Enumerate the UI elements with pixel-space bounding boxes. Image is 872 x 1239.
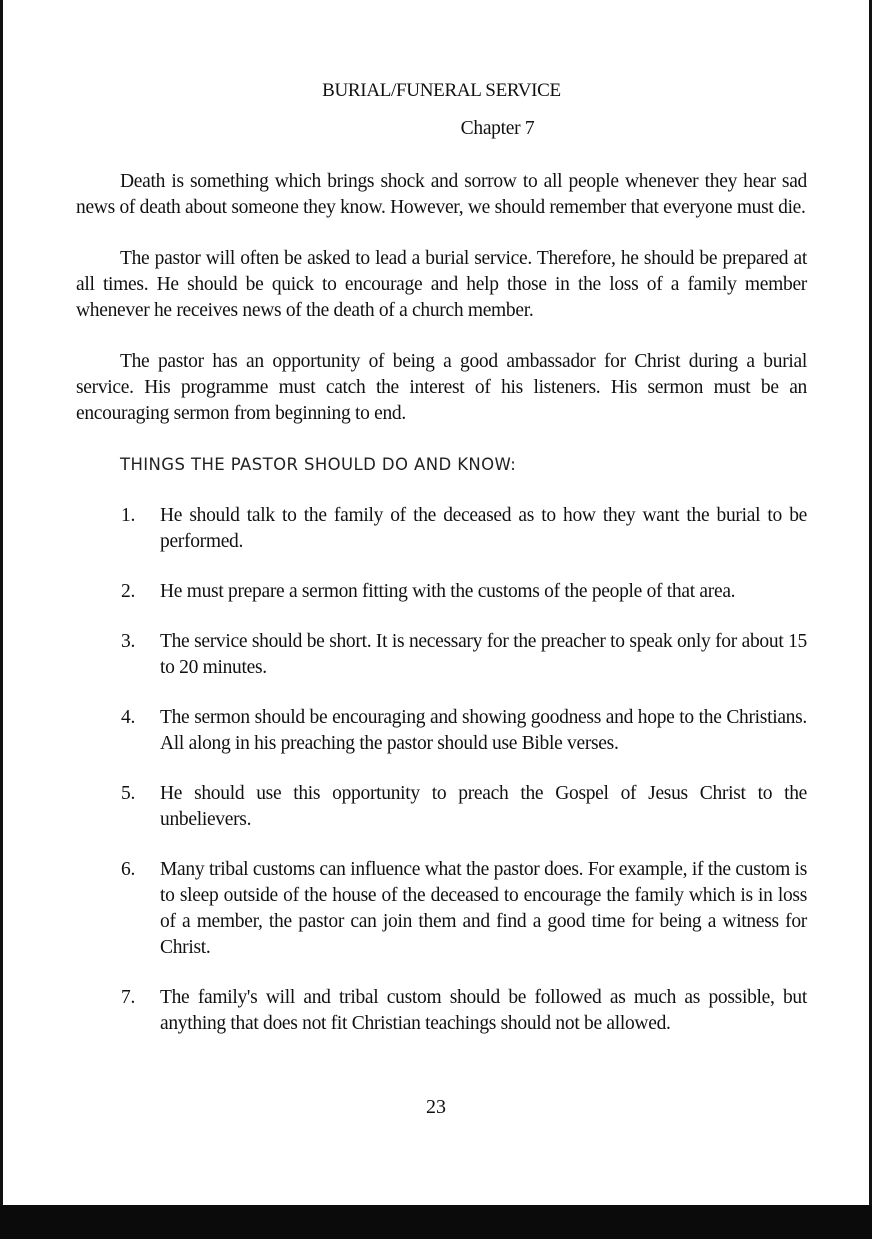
list-item-number: 1.: [121, 505, 136, 526]
list-item-number: 3.: [121, 631, 136, 652]
list-item-text: The sermon should be encouraging and showing goodness and hope to the Christians. All along in his preaching the pastor should use Bible verses.: [160, 707, 807, 754]
list-item: [76, 705, 807, 757]
scan-bottom-band: [0, 1205, 872, 1239]
list-item-text: He should use this opportunity to preach the Gospel of Jesus Christ to the unbelievers.: [160, 783, 807, 830]
document-page: [76, 78, 807, 1037]
paragraph-pastor-role: The pastor will often be asked to lead a burial service. Therefore, he should be prepared at all times. He should be quick to encourage and help those in the loss of a family member whenever he receives news of the death of a church member.: [76, 248, 807, 321]
list-item-number: 7.: [121, 987, 136, 1008]
guidelines-list: [76, 503, 807, 1037]
list-item: [76, 503, 807, 555]
paragraph-ambassador: The pastor has an opportunity of being a good ambassador for Christ during a burial service. His programme must catch the interest of his listeners. His sermon must be an encouraging sermon from beginning to end.: [76, 351, 807, 424]
list-item-text: He must prepare a sermon fitting with the customs of the people of that area.: [160, 581, 736, 602]
list-item-text: The family's will and tribal custom should be followed as much as possible, but anything that does not fit Christian teachings should not be allowed.: [160, 987, 807, 1034]
list-item-text: The service should be short. It is necessary for the preacher to speak only for about 15 to 20 minutes.: [160, 631, 807, 678]
paragraph-intro: Death is something which brings shock and sorrow to all people whenever they hear sad news of death about someone they know. However, we should remember that everyone must die.: [76, 171, 807, 218]
chapter-label: Chapter 7: [460, 118, 535, 139]
list-item-text: Many tribal customs can influence what the pastor does. For example, if the custom is to sleep outside of the house of the deceased to encourage the family which is in loss of a member, the pastor can join them and find a good time for being a witness for Christ.: [160, 859, 807, 958]
page-number: 23: [426, 1096, 446, 1118]
list-item-number: 4.: [121, 707, 136, 728]
list-item-number: 6.: [121, 859, 136, 880]
list-item: [76, 857, 807, 961]
list-item: [76, 629, 807, 681]
page-title: BURIAL/FUNERAL SERVICE: [322, 80, 561, 101]
list-item: [76, 781, 807, 833]
list-item-number: 2.: [121, 581, 136, 602]
list-item-text: He should talk to the family of the deceased as to how they want the burial to be performed.: [160, 505, 807, 552]
scan-left-edge: [0, 0, 3, 1239]
list-item-number: 5.: [121, 783, 136, 804]
list-item: [76, 579, 807, 605]
list-item: [76, 985, 807, 1037]
section-heading: THINGS THE PASTOR SHOULD DO AND KNOW:: [120, 455, 517, 474]
